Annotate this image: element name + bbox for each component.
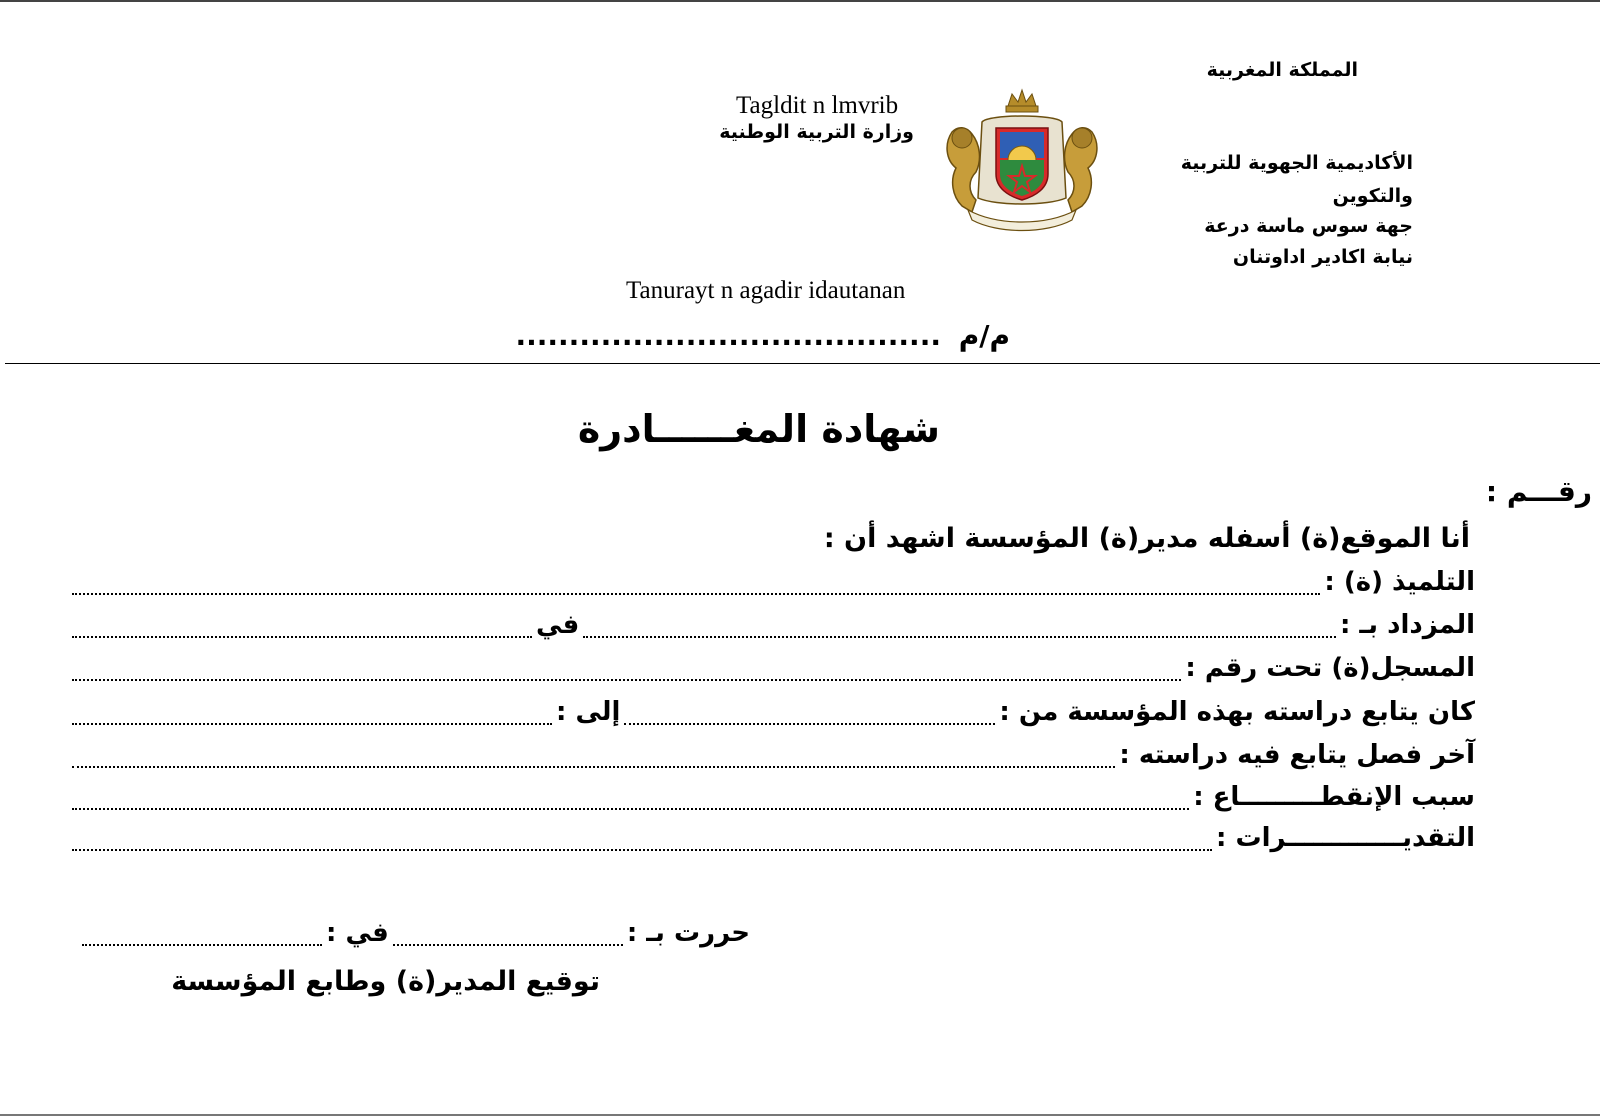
registration-fill-line	[72, 678, 1181, 681]
marks-field	[68, 823, 1475, 857]
issued-at-label: حررت بـ :	[626, 918, 750, 948]
period-to-label: إلى :	[556, 697, 621, 727]
ministry-label: وزارة التربية الوطنية	[719, 121, 914, 143]
ministry-latin-label: Tagldit n lmvrib	[736, 92, 899, 119]
registration-field	[68, 653, 1475, 687]
birthplace-fill-line	[583, 635, 1336, 638]
kingdom-label: المملكة المغربية	[1206, 59, 1358, 81]
academy-label-line2: والتكوين	[1332, 185, 1413, 207]
registration-label: المسجل(ة) تحت رقم :	[1185, 653, 1475, 683]
period-from-label: كان يتابع دراسته بهذه المؤسسة من :	[999, 697, 1475, 727]
reference-label: م/م	[958, 319, 1010, 352]
reference-dots: ........................................	[515, 319, 941, 352]
region-label: جهة سوس ماسة درعة	[1204, 215, 1413, 237]
academy-label-line1: الأكاديمية الجهوية للتربية	[1180, 152, 1413, 174]
last-class-label: آخر فصل يتابع فيه دراسته :	[1119, 740, 1475, 770]
birthplace-field	[68, 610, 1475, 644]
issued-on-fill-line	[82, 943, 322, 946]
marks-fill-line	[72, 848, 1212, 851]
student-label: التلميذ (ة) :	[1324, 567, 1475, 597]
certificate-title: شهادة المغــــــادرة	[577, 407, 940, 451]
marks-label: التقديـــــــــــــرات :	[1216, 823, 1475, 853]
reason-label: سبب الإنقطـــــــــاع :	[1193, 782, 1475, 812]
last-class-field	[68, 740, 1475, 774]
birthdate-fill-line	[72, 635, 532, 638]
period-from-fill-line	[624, 722, 995, 725]
birthplace-label: المزداد بـ :	[1339, 610, 1475, 640]
directorate-label: نيابة اكادير اداوتنان	[1232, 246, 1413, 268]
page-top-edge	[0, 0, 1600, 2]
birthdate-label: في	[536, 610, 580, 640]
coat-of-arms-icon	[938, 88, 1106, 238]
reference-line	[515, 319, 1011, 352]
issued-at-fill-line	[393, 943, 623, 946]
student-fill-line	[72, 592, 1320, 595]
reason-fill-line	[72, 807, 1189, 810]
issued-on-label: في :	[326, 918, 389, 948]
header-divider	[5, 363, 1600, 364]
signature-label: توقيع المدير(ة) وطابع المؤسسة	[171, 966, 600, 997]
certificate-intro: أنا الموقع(ة) أسفله مدير(ة) المؤسسة اشهد أن :	[823, 523, 1470, 554]
period-to-fill-line	[72, 722, 552, 725]
directorate-latin-label: Tanurayt n agadir idautanan	[626, 277, 906, 304]
reason-field	[68, 782, 1475, 816]
issued-field	[78, 918, 750, 952]
student-field	[68, 567, 1475, 601]
study-period-field	[68, 697, 1475, 731]
page-bottom-edge	[0, 1114, 1600, 1116]
last-class-fill-line	[72, 765, 1115, 768]
certificate-number-label: رقـــم :	[1485, 475, 1592, 508]
